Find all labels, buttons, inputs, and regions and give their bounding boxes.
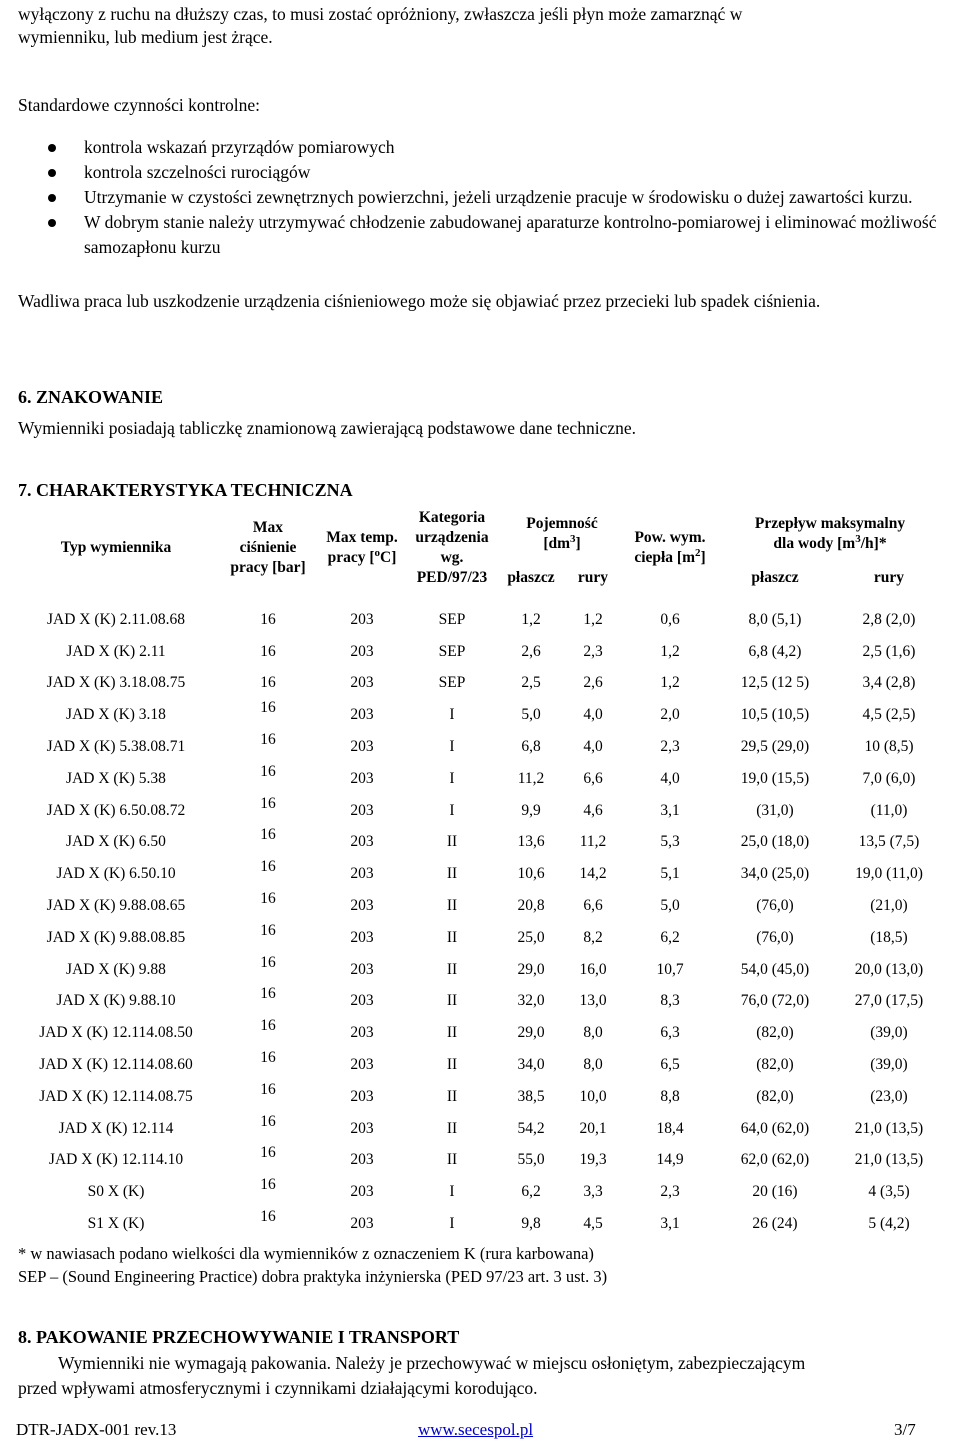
cell-typ: JAD X (K) 9.88.10 bbox=[56, 992, 176, 1010]
footer-doc-id: DTR-JADX-001 rev.13 bbox=[16, 1420, 177, 1439]
table-row bbox=[16, 1113, 944, 1145]
cell-temp: 203 bbox=[350, 1151, 374, 1169]
list-item: W dobrym stanie należy utrzymywać chłodzenie zabudowanej aparaturze kontrolno-pomiarowej i eliminować możliwość samozapłonu kurzu bbox=[0, 210, 950, 260]
cell-capacity-plaszcz: 29,0 bbox=[517, 1024, 545, 1042]
header-max-pressure: Max ciśnienie pracy [bar] bbox=[230, 519, 306, 576]
cell-flow-plaszcz: 54,0 (45,0) bbox=[740, 960, 810, 978]
cell-category: II bbox=[446, 992, 458, 1010]
cell-typ: JAD X (K) 9.88.08.85 bbox=[46, 928, 186, 946]
cell-capacity-rury: 4,0 bbox=[583, 738, 603, 756]
cell-typ: JAD X (K) 12.114.08.50 bbox=[39, 1024, 193, 1042]
table-row bbox=[16, 922, 944, 954]
table-row bbox=[16, 604, 944, 636]
cell-category: II bbox=[446, 1151, 458, 1169]
cell-category: II bbox=[446, 865, 458, 883]
cell-typ: JAD X (K) 2.11 bbox=[66, 642, 166, 660]
controls-note: Wadliwa praca lub uszkodzenie urządzenia ciśnieniowego może się objawiać przez przecieki lub spadek ciśnienia. bbox=[18, 291, 821, 311]
cell-capacity-plaszcz: 2,5 bbox=[521, 674, 541, 692]
footnote-asterisk: * w nawiasach podano wielkości dla wymienników z oznaczeniem K (rura karbowana) bbox=[18, 1244, 594, 1263]
cell-pressure: 16 bbox=[260, 953, 276, 971]
cell-flow-rury: (18,5) bbox=[870, 928, 908, 946]
cell-capacity-rury: 4,6 bbox=[583, 801, 603, 819]
cell-category: I bbox=[449, 801, 455, 819]
cell-flow-plaszcz: (76,0) bbox=[756, 897, 794, 915]
cell-capacity-plaszcz: 55,0 bbox=[517, 1151, 545, 1169]
table-row bbox=[16, 1049, 944, 1081]
cell-capacity-plaszcz: 13,6 bbox=[517, 833, 545, 851]
cell-pressure: 16 bbox=[260, 642, 276, 660]
cell-pressure: 16 bbox=[260, 1017, 276, 1035]
table-row bbox=[16, 731, 944, 763]
header-category: Kategoria urządzenia wg. PED/97/23 bbox=[415, 509, 489, 586]
cell-temp: 203 bbox=[350, 897, 374, 915]
cell-typ: JAD X (K) 3.18.08.75 bbox=[46, 674, 186, 692]
cell-typ: JAD X (K) 12.114.10 bbox=[48, 1151, 184, 1169]
table-row bbox=[16, 1208, 944, 1240]
section-7-heading: 7. CHARAKTERYSTYKA TECHNICZNA bbox=[18, 480, 353, 500]
cell-typ: JAD X (K) 5.38.08.71 bbox=[46, 738, 186, 756]
cell-category: I bbox=[449, 1215, 455, 1233]
cell-category: II bbox=[446, 1024, 458, 1042]
cell-capacity-rury: 14,2 bbox=[579, 865, 607, 883]
footnote-sep: SEP – (Sound Engineering Practice) dobra praktyka inżynierska (PED 97/23 art. 3 ust. 3) bbox=[18, 1267, 608, 1286]
cell-typ: JAD X (K) 3.18 bbox=[66, 706, 166, 724]
cell-capacity-plaszcz: 29,0 bbox=[517, 960, 545, 978]
cell-capacity-plaszcz: 11,2 bbox=[517, 769, 545, 787]
page-footer bbox=[0, 1420, 960, 1444]
cell-flow-rury: 19,0 (11,0) bbox=[855, 865, 923, 883]
cell-capacity-plaszcz: 2,6 bbox=[521, 642, 541, 660]
cell-category: II bbox=[446, 960, 458, 978]
cell-flow-plaszcz: 26 (24) bbox=[752, 1215, 798, 1233]
cell-category: II bbox=[446, 897, 458, 915]
table-row bbox=[16, 1017, 944, 1049]
cell-area: 8,8 bbox=[660, 1087, 680, 1105]
cell-category: I bbox=[449, 1183, 455, 1201]
list-item: kontrola wskazań przyrządów pomiarowych bbox=[0, 135, 950, 160]
cell-capacity-plaszcz: 20,8 bbox=[517, 897, 545, 915]
cell-capacity-rury: 11,2 bbox=[579, 833, 607, 851]
cell-pressure: 16 bbox=[260, 1049, 276, 1067]
cell-flow-plaszcz: 8,0 (5,1) bbox=[748, 610, 802, 628]
cell-flow-rury: 10 (8,5) bbox=[864, 738, 914, 756]
cell-capacity-rury: 16,0 bbox=[579, 960, 607, 978]
cell-capacity-plaszcz: 34,0 bbox=[517, 1056, 545, 1074]
cell-capacity-plaszcz: 5,0 bbox=[521, 706, 541, 724]
cell-typ: JAD X (K) 6.50.08.72 bbox=[46, 801, 186, 819]
cell-typ: JAD X (K) 12.114 bbox=[58, 1119, 174, 1137]
cell-typ: JAD X (K) 5.38 bbox=[66, 769, 166, 787]
cell-typ: JAD X (K) 12.114.08.60 bbox=[39, 1056, 193, 1074]
section-6-text: Wymienniki posiadają tabliczkę znamionową zawierającą podstawowe dane techniczne. bbox=[18, 418, 636, 438]
controls-list bbox=[0, 135, 950, 260]
cell-capacity-plaszcz: 1,2 bbox=[521, 610, 541, 628]
bullet-icon bbox=[48, 194, 56, 202]
cell-temp: 203 bbox=[350, 1087, 374, 1105]
section-8-line-1: Wymienniki nie wymagają pakowania. Należy je przechowywać w miejscu osłoniętym, zabezpieczającym bbox=[58, 1353, 806, 1373]
cell-category: SEP bbox=[438, 610, 466, 628]
cell-flow-plaszcz: (76,0) bbox=[756, 928, 794, 946]
cell-temp: 203 bbox=[350, 865, 374, 883]
cell-capacity-rury: 10,0 bbox=[579, 1087, 607, 1105]
cell-typ: S0 X (K) bbox=[87, 1183, 145, 1201]
cell-flow-rury: 2,5 (1,6) bbox=[862, 642, 916, 660]
cell-pressure: 16 bbox=[260, 1112, 276, 1130]
table-row bbox=[16, 636, 944, 668]
table-row bbox=[16, 763, 944, 795]
cell-category: SEP bbox=[438, 674, 466, 692]
cell-flow-rury: 7,0 (6,0) bbox=[862, 769, 916, 787]
cell-typ: S1 X (K) bbox=[87, 1215, 145, 1233]
controls-heading: Standardowe czynności kontrolne: bbox=[18, 95, 261, 115]
cell-flow-rury: 20,0 (13,0) bbox=[854, 960, 924, 978]
table-row bbox=[16, 795, 944, 827]
cell-typ: JAD X (K) 12.114.08.75 bbox=[39, 1087, 193, 1105]
cell-area: 1,2 bbox=[660, 674, 680, 692]
header-flow-plaszcz: płaszcz bbox=[751, 569, 799, 586]
table-row bbox=[16, 858, 944, 890]
cell-flow-plaszcz: 76,0 (72,0) bbox=[740, 992, 810, 1010]
list-item: kontrola szczelności rurociągów bbox=[0, 160, 950, 185]
cell-flow-rury: (39,0) bbox=[870, 1024, 908, 1042]
cell-temp: 203 bbox=[350, 928, 374, 946]
cell-capacity-plaszcz: 9,8 bbox=[521, 1215, 541, 1233]
table-row bbox=[16, 954, 944, 986]
cell-area: 14,9 bbox=[656, 1151, 684, 1169]
cell-area: 0,6 bbox=[660, 610, 680, 628]
cell-flow-plaszcz: 64,0 (62,0) bbox=[740, 1119, 810, 1137]
cell-flow-rury: 21,0 (13,5) bbox=[854, 1151, 924, 1169]
cell-area: 4,0 bbox=[660, 769, 680, 787]
cell-pressure: 16 bbox=[260, 674, 276, 692]
cell-capacity-plaszcz: 54,2 bbox=[517, 1119, 545, 1137]
cell-capacity-rury: 8,2 bbox=[583, 928, 603, 946]
cell-area: 6,3 bbox=[660, 1024, 680, 1042]
cell-temp: 203 bbox=[350, 1183, 374, 1201]
cell-temp: 203 bbox=[350, 674, 374, 692]
cell-pressure: 16 bbox=[260, 794, 276, 812]
cell-flow-plaszcz: 29,5 (29,0) bbox=[740, 738, 810, 756]
cell-flow-plaszcz: 10,5 (10,5) bbox=[740, 706, 810, 724]
cell-flow-plaszcz: (82,0) bbox=[756, 1024, 794, 1042]
cell-area: 3,1 bbox=[660, 801, 680, 819]
cell-pressure: 16 bbox=[260, 1144, 276, 1162]
cell-flow-rury: 2,8 (2,0) bbox=[862, 610, 916, 628]
cell-flow-plaszcz: 34,0 (25,0) bbox=[740, 865, 810, 883]
cell-pressure: 16 bbox=[260, 731, 276, 749]
cell-temp: 203 bbox=[350, 610, 374, 628]
cell-category: II bbox=[446, 928, 458, 946]
cell-area: 2,3 bbox=[660, 1183, 680, 1201]
intro-line-2: wymienniku, lub medium jest żrące. bbox=[18, 27, 273, 47]
cell-area: 5,1 bbox=[660, 865, 680, 883]
cell-pressure: 16 bbox=[260, 762, 276, 780]
cell-flow-plaszcz: 6,8 (4,2) bbox=[748, 642, 802, 660]
table-row bbox=[16, 890, 944, 922]
bullet-icon bbox=[48, 169, 56, 177]
cell-flow-rury: 27,0 (17,5) bbox=[854, 992, 924, 1010]
cell-typ: JAD X (K) 9.88 bbox=[66, 960, 166, 978]
cell-area: 8,3 bbox=[660, 992, 680, 1010]
cell-flow-plaszcz: 19,0 (15,5) bbox=[740, 769, 810, 787]
header-area: Pow. wym. ciepła $[m^2]$ bbox=[634, 529, 706, 566]
cell-capacity-rury: 6,6 bbox=[583, 897, 603, 915]
cell-pressure: 16 bbox=[260, 826, 276, 844]
cell-area: 5,3 bbox=[660, 833, 680, 851]
cell-category: II bbox=[446, 1087, 458, 1105]
cell-temp: 203 bbox=[350, 960, 374, 978]
cell-temp: 203 bbox=[350, 706, 374, 724]
cell-area: 2,0 bbox=[660, 706, 680, 724]
list-item: Utrzymanie w czystości zewnętrznych powierzchni, jeżeli urządzenie pracuje w środowisku o dużej zawartości kurzu. bbox=[0, 185, 950, 210]
intro-line-1: wyłączony z ruchu na dłuższy czas, to musi zostać opróżniony, zwłaszcza jeśli płyn może zamarznąć w bbox=[18, 4, 743, 24]
cell-category: II bbox=[446, 1056, 458, 1074]
cell-flow-rury: 4 (3,5) bbox=[868, 1183, 910, 1201]
cell-temp: 203 bbox=[350, 833, 374, 851]
cell-capacity-rury: 2,6 bbox=[583, 674, 603, 692]
cell-category: II bbox=[446, 1119, 458, 1137]
cell-flow-rury: 13,5 (7,5) bbox=[858, 833, 920, 851]
cell-capacity-rury: 8,0 bbox=[583, 1056, 603, 1074]
cell-typ: JAD X (K) 6.50.10 bbox=[56, 865, 176, 883]
section-8-heading: 8. PAKOWANIE PRZECHOWYWANIE I TRANSPORT bbox=[18, 1327, 460, 1347]
cell-capacity-plaszcz: 6,8 bbox=[521, 738, 541, 756]
cell-temp: 203 bbox=[350, 1056, 374, 1074]
footer-website-link[interactable]: www.secespol.pl bbox=[418, 1420, 534, 1439]
cell-pressure: 16 bbox=[260, 985, 276, 1003]
cell-temp: 203 bbox=[350, 738, 374, 756]
cell-capacity-rury: 8,0 bbox=[583, 1024, 603, 1042]
cell-flow-rury: 3,4 (2,8) bbox=[862, 674, 916, 692]
cell-temp: 203 bbox=[350, 1119, 374, 1137]
header-capacity-rury: rury bbox=[577, 569, 609, 586]
table-row bbox=[16, 827, 944, 859]
table-row bbox=[16, 1176, 944, 1208]
table-row bbox=[16, 986, 944, 1018]
section-6-heading: 6. ZNAKOWANIE bbox=[18, 387, 164, 407]
cell-area: 6,2 bbox=[660, 928, 680, 946]
cell-pressure: 16 bbox=[260, 921, 276, 939]
cell-capacity-rury: 3,3 bbox=[583, 1183, 603, 1201]
cell-area: 2,3 bbox=[660, 738, 680, 756]
bullet-icon bbox=[48, 219, 56, 227]
table-row bbox=[16, 1081, 944, 1113]
cell-capacity-plaszcz: 9,9 bbox=[521, 801, 541, 819]
cell-capacity-plaszcz: 25,0 bbox=[517, 928, 545, 946]
cell-capacity-rury: 2,3 bbox=[583, 642, 603, 660]
cell-category: I bbox=[449, 769, 455, 787]
technical-table bbox=[16, 504, 944, 1240]
cell-capacity-plaszcz: 6,2 bbox=[521, 1183, 541, 1201]
cell-capacity-rury: 1,2 bbox=[583, 610, 603, 628]
section-8-line-2: przed wpływami atmosferycznymi i czynnikami działającymi korodująco. bbox=[18, 1378, 538, 1398]
cell-flow-plaszcz: (82,0) bbox=[756, 1056, 794, 1074]
cell-flow-plaszcz: 25,0 (18,0) bbox=[740, 833, 810, 851]
cell-pressure: 16 bbox=[260, 1208, 276, 1226]
cell-capacity-rury: 20,1 bbox=[579, 1119, 607, 1137]
cell-flow-plaszcz: 12,5 (12 5) bbox=[740, 674, 810, 692]
technical-table-body bbox=[16, 604, 944, 1240]
cell-pressure: 16 bbox=[260, 699, 276, 717]
header-flow: Przepływ maksymalny dla wody $[m^3/h]*$ bbox=[754, 515, 906, 552]
cell-temp: 203 bbox=[350, 992, 374, 1010]
cell-flow-plaszcz: 20 (16) bbox=[752, 1183, 798, 1201]
cell-area: 6,5 bbox=[660, 1056, 680, 1074]
cell-temp: 203 bbox=[350, 801, 374, 819]
cell-temp: 203 bbox=[350, 642, 374, 660]
cell-area: 10,7 bbox=[656, 960, 684, 978]
table-row bbox=[16, 668, 944, 700]
table-row bbox=[16, 1145, 944, 1177]
cell-pressure: 16 bbox=[260, 1080, 276, 1098]
cell-category: I bbox=[449, 738, 455, 756]
header-typ: Typ wymiennika bbox=[60, 539, 172, 556]
cell-capacity-plaszcz: 38,5 bbox=[517, 1087, 545, 1105]
cell-flow-plaszcz: (31,0) bbox=[756, 801, 794, 819]
cell-pressure: 16 bbox=[260, 890, 276, 908]
cell-capacity-rury: 19,3 bbox=[579, 1151, 607, 1169]
bullet-icon bbox=[48, 144, 56, 152]
cell-capacity-rury: 6,6 bbox=[583, 769, 603, 787]
cell-capacity-rury: 4,0 bbox=[583, 706, 603, 724]
cell-category: II bbox=[446, 833, 458, 851]
cell-flow-plaszcz: (82,0) bbox=[756, 1087, 794, 1105]
cell-flow-rury: 5 (4,2) bbox=[868, 1215, 910, 1233]
cell-area: 1,2 bbox=[660, 642, 680, 660]
cell-area: 5,0 bbox=[660, 897, 680, 915]
header-flow-rury: rury bbox=[873, 569, 905, 586]
table-row bbox=[16, 699, 944, 731]
cell-capacity-plaszcz: 10,6 bbox=[517, 865, 545, 883]
cell-temp: 203 bbox=[350, 1215, 374, 1233]
header-capacity: Pojemność $[dm^3]$ bbox=[526, 515, 598, 552]
cell-pressure: 16 bbox=[260, 1176, 276, 1194]
cell-category: SEP bbox=[438, 642, 466, 660]
cell-flow-rury: (39,0) bbox=[870, 1056, 908, 1074]
cell-capacity-plaszcz: 32,0 bbox=[517, 992, 545, 1010]
cell-temp: 203 bbox=[350, 1024, 374, 1042]
cell-flow-rury: 4,5 (2,5) bbox=[862, 706, 916, 724]
header-capacity-plaszcz: płaszcz bbox=[507, 569, 555, 586]
cell-typ: JAD X (K) 2.11.08.68 bbox=[46, 610, 186, 628]
cell-typ: JAD X (K) 6.50 bbox=[66, 833, 166, 851]
cell-pressure: 16 bbox=[260, 858, 276, 876]
cell-flow-rury: 21,0 (13,5) bbox=[854, 1119, 924, 1137]
cell-flow-plaszcz: 62,0 (62,0) bbox=[740, 1151, 810, 1169]
cell-pressure: 16 bbox=[260, 610, 276, 628]
cell-capacity-rury: 13,0 bbox=[579, 992, 607, 1010]
cell-area: 3,1 bbox=[660, 1215, 680, 1233]
cell-area: 18,4 bbox=[656, 1119, 684, 1137]
cell-flow-rury: (11,0) bbox=[870, 801, 908, 819]
header-max-temp: Max temp. pracy [$^o$C] bbox=[326, 529, 398, 566]
cell-temp: 203 bbox=[350, 769, 374, 787]
cell-capacity-rury: 4,5 bbox=[583, 1215, 603, 1233]
cell-flow-rury: (23,0) bbox=[870, 1087, 908, 1105]
footer-page-number: 3/7 bbox=[894, 1420, 916, 1439]
cell-typ: JAD X (K) 9.88.08.65 bbox=[46, 897, 186, 915]
cell-category: I bbox=[449, 706, 455, 724]
cell-flow-rury: (21,0) bbox=[870, 897, 908, 915]
